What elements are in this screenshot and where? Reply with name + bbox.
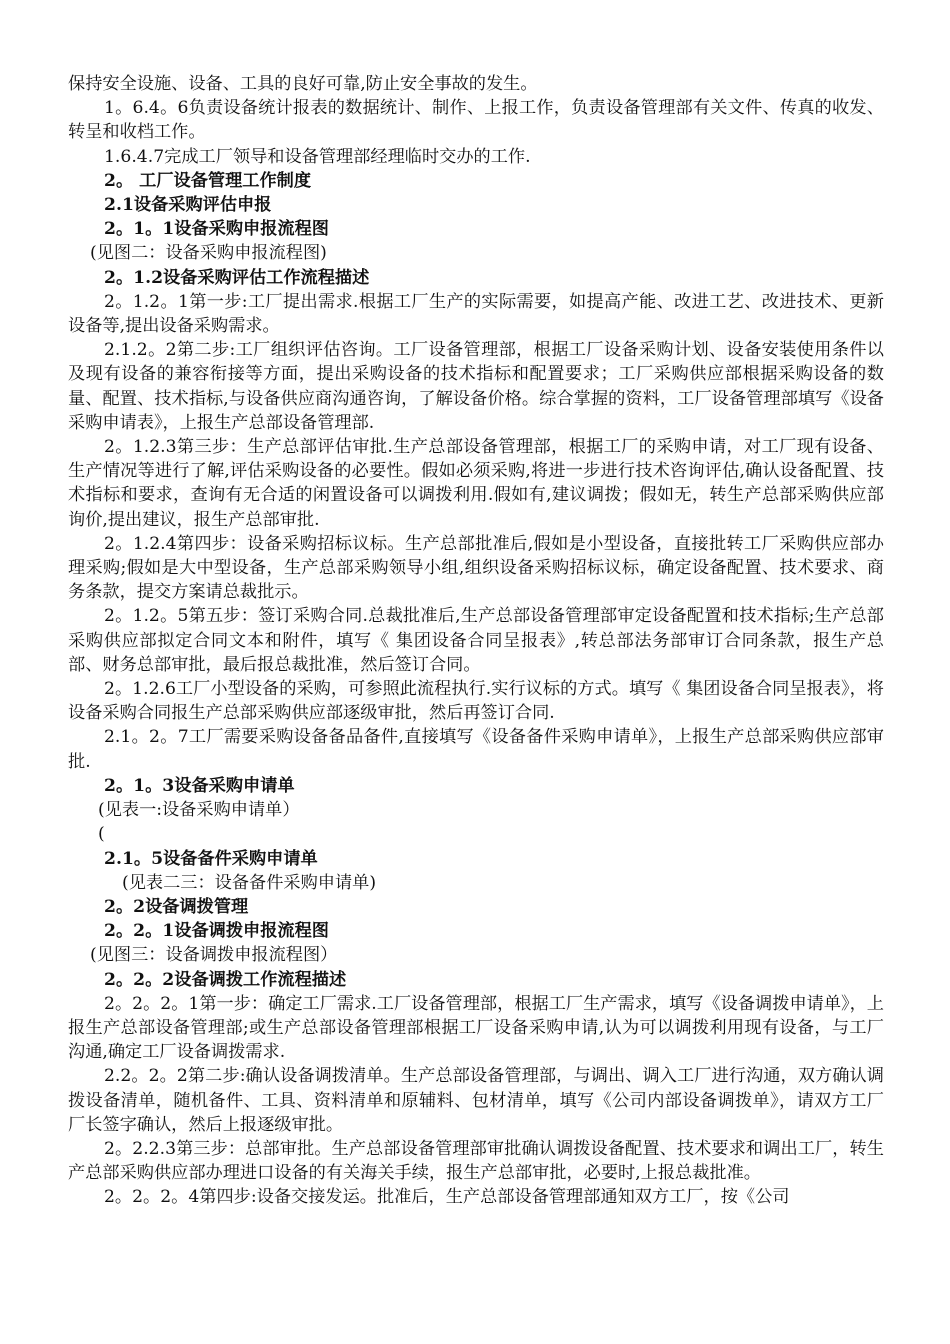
table-reference: (见表二三：设备备件采购申请单) [122, 872, 377, 893]
subsection-heading: 2。2。1设备调拨申报流程图 [104, 921, 329, 942]
paragraph: 2。2.2.3第三步：总部审批。生产总部设备管理部审批确认调拨设备配置、技术要求和调出工厂，转生产总部采购供应部办理进口设备的有关海关手续，报生产总部审批，必要时,上报总裁批准。 [68, 1138, 884, 1184]
paragraph: 1。6.4。6负责设备统计报表的数据统计、制作、上报工作，负责设备管理部有关文件、传真的收发、转呈和收档工作。 [68, 98, 884, 143]
paragraph: 1.6.4.7完成工厂领导和设备管理部经理临时交办的工作. [104, 146, 531, 167]
paragraph: 2.1.2。2第二步:工厂组织评估咨询。工厂设备管理部，根据工厂设备采购计划、设备安装使用条件以及现有设备的兼容衔接等方面，提出采购设备的技术指标和配置要求；工厂采购供应部根据采购设备的数量、配置、技术指标,与设备供应商沟通咨询，了解设备价格。综合掌握的资料，工厂设备管理部填写《设备采购申请表》，上报生产总部设备管理部. [68, 340, 884, 433]
paragraph: 2。2。2。4第四步:设备交接发运。批准后，生产总部设备管理部通知双方工厂，按《公司 [104, 1187, 790, 1208]
subsection-heading: 2.1。5设备备件采购申请单 [104, 848, 318, 869]
subsection-heading: 2。1。1设备采购申报流程图 [104, 219, 329, 240]
paragraph: 2。1.2。5第五步：签订采购合同.总裁批准后,生产总部设备管理部审定设备配置和技术指标;生产总部采购供应部拟定合同文本和附件，填写《 集团设备合同呈报表》,转总部法务部审订合同条款，报生产总部、财务总部审批，最后报总裁批准，然后签订合同。 [68, 606, 884, 675]
section-heading: 2。 工厂设备管理工作制度 [104, 170, 312, 191]
paragraph: 2。2。2。1第一步：确定工厂需求.工厂设备管理部，根据工厂生产需求，填写《设备调拨申请单》，上报生产总部设备管理部;或生产总部设备管理部根据工厂设备采购申请,认为可以调拨利用现有设备，与工厂沟通,确定工厂设备调拨需求. [68, 993, 884, 1063]
paragraph: 2.1。2。7工厂需要采购设备备品备件,直接填写《设备备件采购申请单》，上报生产总部采购供应部审批. [68, 727, 884, 772]
subsection-heading: 2。2设备调拨管理 [104, 896, 249, 917]
subsection-heading: 2。2。2设备调拨工作流程描述 [104, 969, 347, 990]
paragraph: 2。1.2.4第四步：设备采购招标议标。生产总部批准后,假如是小型设备，直接批转工厂采购供应部办理采购;假如是大中型设备，生产总部采购领导小组,组织设备采购招标议标，确定设备配置、技术要求、商务条款，提交方案请总裁批示。 [68, 533, 884, 603]
figure-reference: (见图二：设备采购申报流程图) [90, 243, 327, 264]
stray-character: ( [98, 824, 105, 845]
subsection-heading: 2。1。3设备采购申请单 [104, 775, 295, 796]
paragraph: 保持安全设施、设备、工具的良好可靠,防止安全事故的发生。 [68, 74, 538, 94]
paragraph: 2。1.2.3第三步：生产总部评估审批.生产总部设备管理部，根据工厂的采购申请，对工厂现有设备、生产情况等进行了解,评估采购设备的必要性。假如必须采购,将进一步进行技术咨询评估,确认设备配置、技术指标和要求，查询有无合适的闲置设备可以调拨利用.假如有,建议调拨；假如无，转生产总部采购供应部询价,提出建议，报生产总部审批. [68, 437, 884, 530]
paragraph: 2。1.2。1第一步:工厂提出需求.根据工厂生产的实际需要，如提高产能、改进工艺、改进技术、更新设备等,提出设备采购需求。 [68, 291, 884, 337]
table-reference: (见表一:设备采购申请单） [98, 800, 300, 821]
figure-reference: (见图三：设备调拨申报流程图） [90, 945, 338, 966]
paragraph: 2.2。2。2第二步:确认设备调拨清单。生产总部设备管理部，与调出、调入工厂进行沟通，双方确认调拨设备清单，随机备件、工具、资料清单和原辅料、包材清单，填写《公司内部设备调拨单》，请双方工厂厂长签字确认，然后上报逐级审批。 [68, 1066, 884, 1135]
subsection-heading: 2.1设备采购评估申报 [104, 195, 272, 216]
subsection-heading: 2。1.2设备采购评估工作流程描述 [104, 267, 370, 288]
paragraph: 2。1.2.6工厂小型设备的采购，可参照此流程执行.实行议标的方式。填写《 集团设备合同呈报表》，将设备采购合同报生产总部采购供应部逐级审批，然后再签订合同. [68, 679, 884, 724]
